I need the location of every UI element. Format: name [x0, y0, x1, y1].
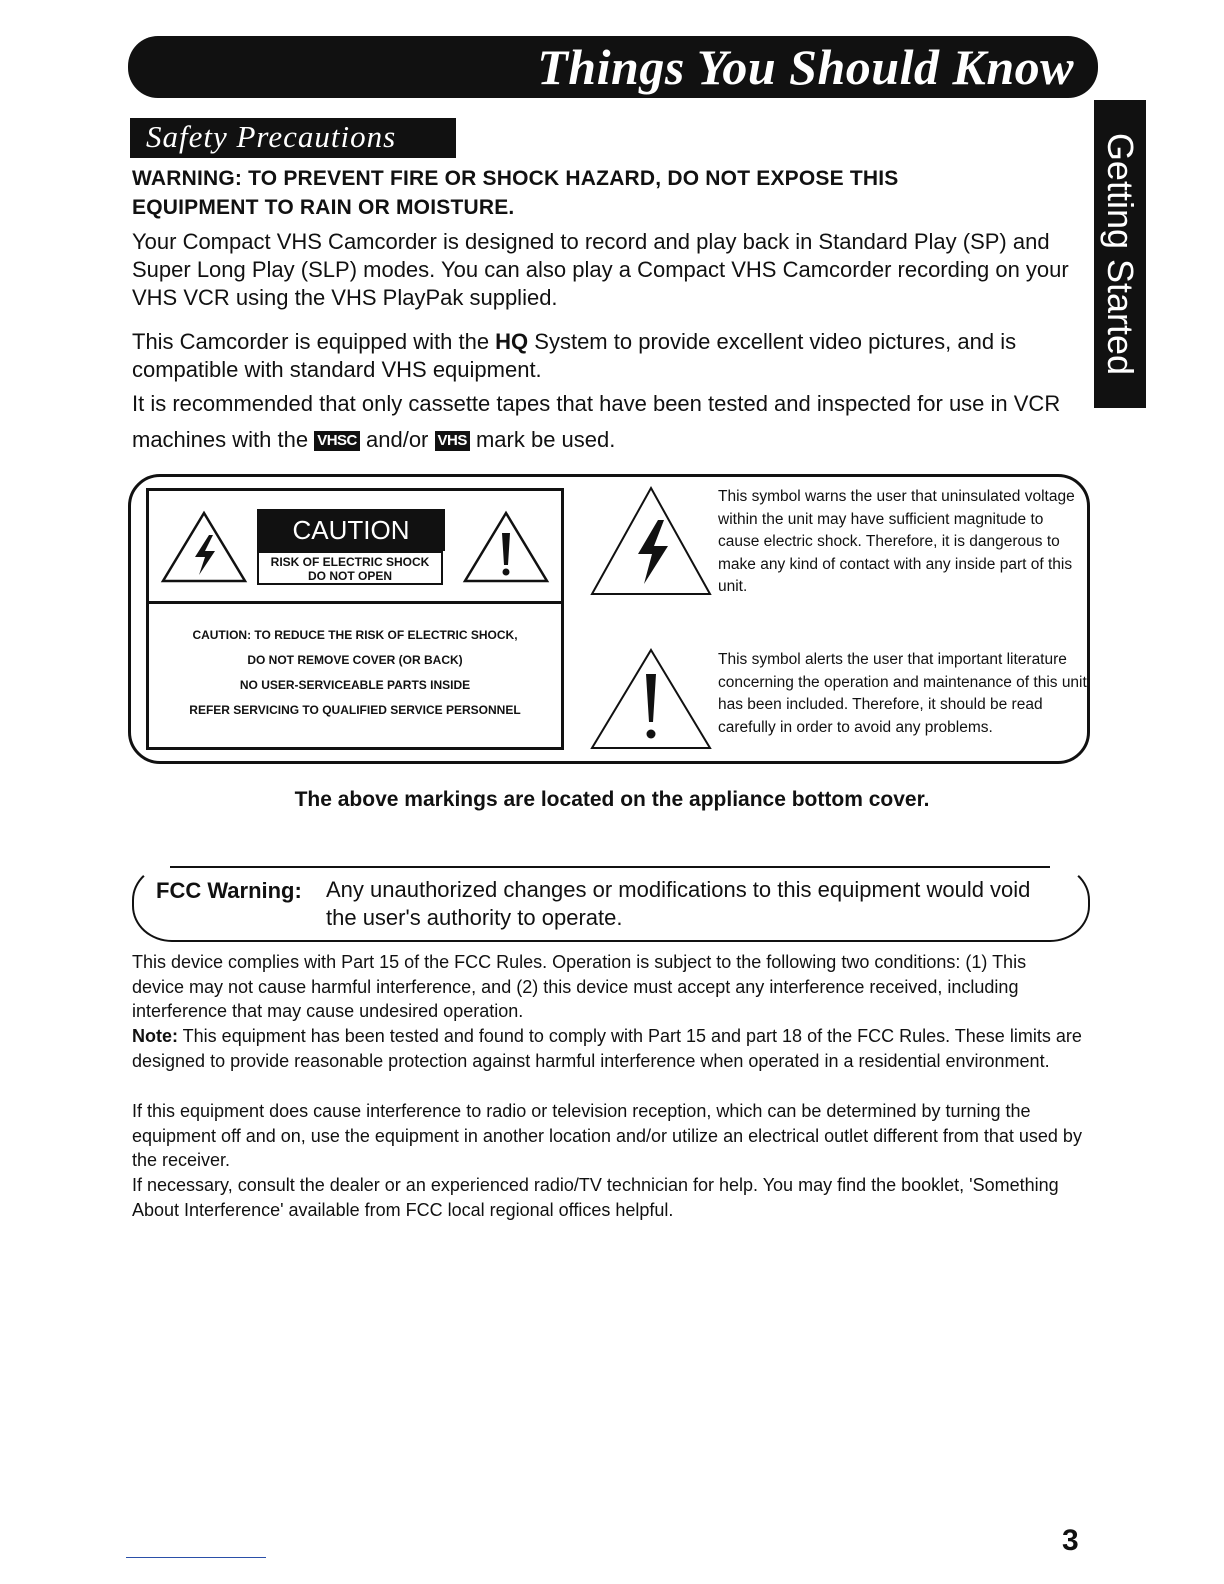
- caution-line-1: CAUTION: TO REDUCE THE RISK OF ELECTRIC SHOCK,: [192, 628, 518, 642]
- warning-text: [132, 164, 1032, 222]
- hq-text-after: System to provide excellent video pictures, and is compatible with standard VHS equipment.: [132, 329, 1017, 382]
- warning-line-2: EQUIPMENT TO RAIN OR MOISTURE.: [132, 196, 515, 219]
- intro-paragraph: Your Compact VHS Camcorder is designed to record and play back in Standard Play (SP) and Super Long Play (SLP) modes. You can also play a Compact VHS Camcorder recording on your VHS VCR using the VHS PlayPak supplied.: [132, 229, 1069, 310]
- exclamation-symbol-icon: [588, 646, 714, 754]
- caution-label-top: [149, 491, 561, 604]
- caution-sub-line-1: RISK OF ELECTRIC SHOCK: [270, 555, 430, 569]
- section-title: Safety Precautions: [146, 119, 397, 154]
- markings-note: The above markings are located on the appliance bottom cover.: [294, 788, 930, 811]
- footer-line: [126, 1557, 266, 1558]
- page-title: Things You Should Know: [537, 39, 1074, 95]
- title-banner: [128, 36, 1098, 98]
- side-tab: [1094, 100, 1146, 408]
- cassette-text-after: mark be used.: [469, 427, 616, 452]
- caution-line-3: NO USER-SERVICEABLE PARTS INSIDE: [239, 678, 471, 692]
- section-header: [130, 118, 456, 158]
- fcc-warning-text: Any unauthorized changes or modifications to this equipment would void the user's authority to operate.: [326, 877, 1031, 930]
- fcc-note-label: Note:: [132, 1026, 178, 1046]
- cassette-paragraph: [132, 386, 1092, 458]
- lightning-symbol-icon: [588, 484, 714, 600]
- caution-title: CAUTION: [257, 509, 445, 551]
- hq-text-before: This Camcorder is equipped with the: [132, 329, 496, 354]
- fcc-help-paragraph: If necessary, consult the dealer or an experienced radio/TV technician for help. You may find the booklet, 'Something About Interference' available from FCC local regional offices helpful.: [132, 1175, 1059, 1220]
- vhsc-mark-icon: VHSC: [314, 431, 360, 451]
- caution-label-box: [146, 488, 564, 750]
- side-tab-label: Getting Started: [1100, 132, 1141, 376]
- warning-line-1: WARNING: TO PREVENT FIRE OR SHOCK HAZARD, DO NOT EXPOSE THIS: [132, 167, 899, 190]
- fcc-note-paragraph: [132, 1024, 1082, 1073]
- vhs-mark-icon: VHS: [435, 431, 470, 451]
- hq-paragraph: [132, 328, 1082, 384]
- fcc-interference-paragraph: If this equipment does cause interference to radio or television reception, which can be determined by turning the equipment off and on, use the equipment in another location and/or utilize an electrical outlet different from that used by the receiver.: [132, 1101, 1082, 1170]
- caution-line-4: REFER SERVICING TO QUALIFIED SERVICE PERSONNEL: [189, 703, 521, 717]
- fcc-note-text: This equipment has been tested and found to comply with Part 15 and part 18 of the FCC Rules. These limits are designed to provide reasonable protection against harmful interference when operated in a residential environment.: [132, 1026, 1082, 1071]
- exclamation-symbol-text: This symbol alerts the user that important literature concerning the operation and maintenance of this unit has been included. Therefore, it should be read carefully in order to avoid any problems.: [718, 651, 1087, 736]
- fcc-warning-label: FCC Warning:: [156, 878, 302, 903]
- hq-bold: HQ: [495, 329, 529, 354]
- caution-sub-line-2: DO NOT OPEN: [307, 569, 392, 583]
- page-number: 3: [1062, 1524, 1079, 1557]
- caution-instructions: [149, 623, 561, 723]
- fcc-compliance-paragraph: This device complies with Part 15 of the FCC Rules. Operation is subject to the following two conditions: (1) This device may not cause harmful interference, and (2) this device must accept any interference received, including interference that may cause undesired operation.: [132, 952, 1027, 1021]
- cassette-text-middle: and/or: [359, 427, 435, 452]
- lightning-symbol-text: This symbol warns the user that uninsulated voltage within the unit may have sufficient magnitude to cause electric shock. Therefore, it is dangerous to make any kind of contact with any inside part of this unit.: [718, 488, 1075, 595]
- fcc-frame-top-line: [170, 866, 1050, 868]
- caution-line-2: DO NOT REMOVE COVER (OR BACK): [247, 653, 463, 667]
- cassette-text-before: It is recommended that only cassette tapes that have been tested and inspected for use in VCR machines with the: [132, 391, 1061, 452]
- exclamation-warning-icon: [461, 509, 551, 585]
- lightning-warning-icon: [159, 509, 249, 585]
- caution-subtext: [257, 551, 443, 585]
